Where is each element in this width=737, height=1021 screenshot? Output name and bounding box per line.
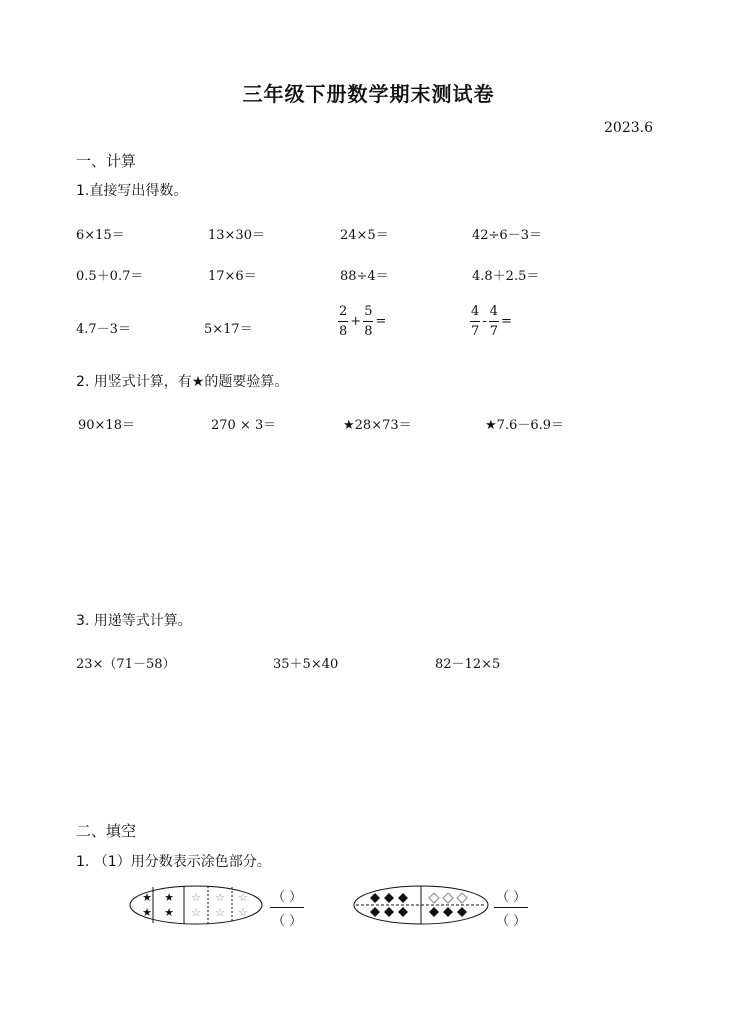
filled-diamond-icon — [429, 907, 439, 917]
q1-item: 88÷4＝ — [340, 269, 389, 284]
numerator: 5 — [363, 305, 373, 322]
operator: - — [482, 314, 487, 329]
exam-date: 2023.6 — [604, 120, 653, 136]
outline-star-icon: ☆ — [215, 906, 225, 919]
outline-star-icon: ☆ — [191, 891, 201, 904]
q1-item: 5×17＝ — [204, 322, 253, 337]
q1-item: 0.5＋0.7＝ — [76, 269, 144, 284]
numerator: 4 — [470, 305, 480, 322]
outline-star-icon: ☆ — [191, 906, 201, 919]
numerator: 2 — [338, 305, 348, 322]
outline-diamond-icon — [429, 893, 439, 903]
outline-diamond-icon — [457, 893, 467, 903]
q2-label: 2. 用竖式计算，有★的题要验算。 — [76, 374, 289, 390]
q3-item: 23×（71－58） — [76, 657, 176, 672]
filled-diamond-icon — [384, 907, 394, 917]
filled-diamond-icon — [457, 907, 467, 917]
q2-item: 90×18＝ — [78, 418, 135, 433]
answer-fraction-blank[interactable] — [494, 886, 528, 929]
numerator-blank[interactable]: （ ） — [270, 886, 304, 908]
q2-item: ★7.6－6.9＝ — [485, 418, 565, 433]
page-title: 三年级下册数学期末测试卷 — [242, 82, 495, 106]
fraction-expression — [470, 305, 514, 338]
outline-star-icon: ☆ — [215, 891, 225, 904]
s2-q1-label: 1. （1）用分数表示涂色部分。 — [76, 854, 271, 870]
q1-item: 13×30＝ — [208, 228, 265, 243]
filled-diamond-icon — [370, 907, 380, 917]
filled-diamond-icon — [443, 907, 453, 917]
filled-star-icon: ★ — [142, 891, 152, 904]
q1-item: 42÷6－3＝ — [472, 228, 542, 243]
section-1-heading: 一、计算 — [76, 152, 137, 170]
filled-diamond-icon — [370, 893, 380, 903]
q1-item: 4.7－3＝ — [76, 322, 131, 337]
q1-item: 4.8＋2.5＝ — [472, 269, 540, 284]
denominator-blank[interactable]: （ ） — [272, 914, 303, 929]
answer-fraction-blank[interactable] — [270, 886, 304, 929]
q1-item: 24×5＝ — [340, 228, 389, 243]
fraction-expression — [338, 305, 388, 338]
q3-item: 82－12×5 — [435, 657, 501, 672]
diamond-oval-figure — [353, 884, 489, 926]
outline-star-icon: ☆ — [238, 891, 248, 904]
filled-star-icon: ★ — [164, 906, 174, 919]
section-2-heading: 二、填空 — [76, 822, 137, 840]
filled-diamond-icon — [398, 907, 408, 917]
denominator: 7 — [471, 324, 480, 339]
q1-label: 1.直接写出得数。 — [76, 183, 188, 199]
q2-item: ★28×73＝ — [343, 418, 412, 433]
outline-star-icon: ☆ — [238, 906, 248, 919]
star-oval-figure — [129, 884, 263, 926]
q1-item: 6×15＝ — [76, 228, 125, 243]
equals-sign: = — [375, 314, 387, 329]
equals-sign: = — [500, 314, 512, 329]
denominator-blank[interactable]: （ ） — [496, 914, 527, 929]
q2-item: 270 × 3＝ — [211, 418, 277, 433]
denominator: 8 — [364, 324, 373, 339]
filled-star-icon: ★ — [164, 891, 174, 904]
operator: + — [350, 314, 362, 329]
numerator-blank[interactable]: （ ） — [494, 886, 528, 908]
filled-diamond-icon — [398, 893, 408, 903]
filled-star-icon: ★ — [142, 906, 152, 919]
q1-item: 17×6＝ — [208, 269, 257, 284]
denominator: 7 — [489, 324, 498, 339]
outline-diamond-icon — [443, 893, 453, 903]
numerator: 4 — [489, 305, 499, 322]
filled-diamond-icon — [384, 893, 394, 903]
q3-label: 3. 用递等式计算。 — [76, 613, 192, 629]
denominator: 8 — [339, 324, 348, 339]
q3-item: 35＋5×40 — [273, 657, 339, 672]
